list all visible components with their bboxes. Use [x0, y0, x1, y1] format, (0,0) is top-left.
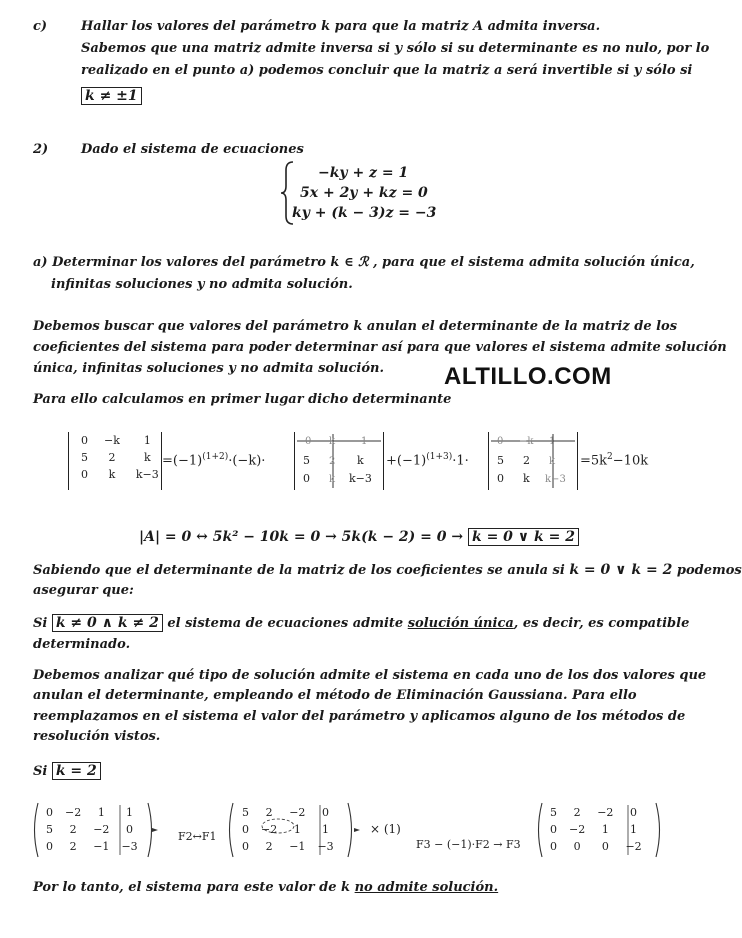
- equation-1: −ky + z = 1: [318, 165, 409, 181]
- matrix-cell: 2: [108, 451, 116, 464]
- matrix-cell: 0: [81, 468, 88, 481]
- para5-line4: resolución vistos.: [33, 729, 161, 744]
- matrix-cell: 5: [81, 451, 88, 464]
- matrix-cell: −2: [569, 823, 586, 836]
- matrix-cell: 2: [69, 840, 77, 853]
- op-row-reduction: F3 − (−1)·F2 → F3: [416, 838, 521, 851]
- matrix-cell: 0: [630, 806, 638, 819]
- matrix-cell: k: [144, 451, 151, 464]
- matrix-cell: 2: [573, 806, 581, 819]
- matrix-cell: 0: [550, 823, 557, 836]
- augmented-matrix-2: [236, 804, 340, 855]
- matrix-cell: k−3: [135, 468, 159, 481]
- para4-line1: Si k ≠ 0 ∧ k ≠ 2 el sistema de ecuaciones admite solución única, es decir, es compatible: [33, 615, 690, 631]
- matrix-cell: −2: [65, 806, 82, 819]
- section-c-line3: realizado en el punto a) podemos concluir que la matriz a será invertible si y sólo si: [81, 63, 693, 78]
- m2-a: 5: [303, 454, 310, 467]
- matrix-cell: 5: [242, 806, 249, 819]
- boxed-k0-or-k2: k = 0 ∨ k = 2: [468, 528, 579, 546]
- matrix-cell: −2: [93, 823, 110, 836]
- section-c-label: c): [33, 19, 48, 34]
- matrix-cell: 0: [322, 806, 330, 819]
- para3-line1: Sabiendo que el determinante de la matriz de los coeficientes se anula si k = 0 ∨ k = 2 podemos: [33, 562, 742, 578]
- equation-2: 5x + 2y + kz = 0: [300, 185, 428, 201]
- op-swap-rows: F2↔F1: [178, 830, 217, 843]
- matrix-cell: 0: [242, 840, 249, 853]
- equation-3: ky + (k − 3)z = −3: [292, 205, 437, 221]
- matrix-cell: 1: [601, 823, 609, 836]
- gauss-elimination-row: [30, 800, 690, 860]
- m3-b: 2: [523, 454, 530, 467]
- matrix-cell: 0: [46, 806, 53, 819]
- para3-line2: asegurar que:: [33, 583, 134, 598]
- term1: $=(-1)^{(1+2)}\cdot(-k)\cdot$: [162, 452, 266, 469]
- augmented-matrix-3: [544, 804, 648, 855]
- matrix-cell: 5: [550, 806, 557, 819]
- matrix-cell: 5: [46, 823, 53, 836]
- para4-line2: determinado.: [33, 637, 131, 652]
- svg-text:1: 1: [549, 436, 556, 447]
- svg-text:k: k: [329, 436, 336, 447]
- para1-line2: coeficientes del sistema para poder determinar así para que valores el sistema admite solución: [33, 340, 727, 355]
- matrix-cell: −1: [93, 840, 110, 853]
- matrix-cell: 2: [265, 806, 273, 819]
- matrix-cell: 0: [81, 434, 88, 447]
- matrix-cell: 2: [265, 840, 273, 853]
- m2-c: 0: [303, 472, 310, 485]
- m3-d: k: [523, 472, 530, 485]
- svg-text:0: 0: [305, 436, 312, 447]
- section-c-title: Hallar los valores del parámetro k para que la matriz A admita inversa.: [81, 19, 601, 34]
- matrix-m2-minor: [294, 432, 384, 490]
- matrix-cell: −2: [261, 823, 278, 836]
- matrix-cell: −3: [121, 840, 138, 853]
- svg-text:2: 2: [329, 456, 336, 467]
- matrix-cell: 0: [46, 840, 53, 853]
- m3-a: 5: [497, 454, 504, 467]
- matrix-cell: −3: [317, 840, 334, 853]
- determinant-equation: |A| = 0 ↔ 5k² − 10k = 0 → 5k(k − 2) = 0 → k = 0 ∨ k = 2: [139, 529, 579, 545]
- matrix-cell: 1: [293, 823, 301, 836]
- para1-line1: Debemos buscar que valores del parámetro k anulan el determinante de la matriz de los: [33, 319, 678, 334]
- boxed-k-ne-0-and-2: k ≠ 0 ∧ k ≠ 2: [52, 614, 163, 632]
- svg-text:1: 1: [361, 436, 368, 447]
- augmented-matrix-1: [40, 804, 144, 855]
- matrix-cell: 0: [126, 823, 134, 836]
- svg-text:k−3: k−3: [545, 474, 566, 485]
- m2-d: k−3: [349, 472, 372, 485]
- matrix-cell: 0: [242, 823, 249, 836]
- matrix-m3-minor: [488, 432, 578, 490]
- matrix-m1: [68, 432, 162, 490]
- part-a-line2: infinitas soluciones y no admita solución.: [51, 277, 353, 292]
- matrix-cell: k: [108, 468, 116, 481]
- section-c-line2: Sabemos que una matriz admite inversa si y sólo si su determinante es no nulo, por lo: [81, 41, 710, 56]
- matrix-cell: 1: [322, 823, 330, 836]
- section-2-label: 2): [33, 142, 49, 157]
- m3-c: 0: [497, 472, 504, 485]
- matrix-cell: −2: [597, 806, 614, 819]
- conclusion: Por lo tanto, el sistema para este valor de k no admite solución.: [33, 880, 499, 895]
- matrix-cell: 2: [69, 823, 77, 836]
- para1-line3: única, infinitas soluciones y no admita solución.: [33, 361, 384, 376]
- row-multiplier: × (1): [370, 822, 401, 836]
- determinant-result: $=5k^2-10k$: [580, 452, 649, 469]
- matrix-cell: −2: [625, 840, 642, 853]
- boxed-k-eq-2: k = 2: [52, 762, 101, 780]
- matrix-cell: 0: [601, 840, 609, 853]
- matrix-cell: 1: [630, 823, 638, 836]
- para5-line3: reemplazamos en el sistema el valor del parámetro y aplicamos alguno de los métodos de: [33, 709, 686, 724]
- m2-b: k: [357, 454, 364, 467]
- svg-text:−k: −k: [519, 436, 534, 447]
- matrix-cell: 1: [126, 806, 134, 819]
- matrix-cell: −1: [289, 840, 306, 853]
- svg-text:k: k: [329, 474, 336, 485]
- matrix-cell: −k: [104, 434, 120, 447]
- matrix-cell: 0: [550, 840, 557, 853]
- svg-text:0: 0: [497, 436, 504, 447]
- matrix-cell: 1: [143, 434, 151, 447]
- term2: $+(-1)^{(1+3)}\cdot 1\cdot$: [386, 452, 469, 469]
- boxed-result-k-ne-pm1: k ≠ ±1: [81, 87, 142, 105]
- matrix-cell: 1: [97, 806, 105, 819]
- part-a-line1: a) Determinar los valores del parámetro k ∈ ℛ , para que el sistema admita solución única,: [33, 255, 695, 270]
- case-k2: Si k = 2: [33, 763, 101, 779]
- para2: Para ello calculamos en primer lugar dicho determinante: [33, 392, 452, 407]
- para5-line1: Debemos analizar qué tipo de solución admite el sistema en cada uno de los dos valores que: [33, 668, 707, 683]
- para5-line2: anulan el determinante, empleando el método de Eliminación Gaussiana. Para ello: [33, 688, 637, 703]
- section-2-title: Dado el sistema de ecuaciones: [81, 142, 304, 157]
- matrix-cell: 0: [573, 840, 581, 853]
- matrix-cell: −2: [289, 806, 306, 819]
- watermark-logo: ALTILLO.COM: [444, 363, 612, 390]
- svg-text:k: k: [549, 456, 556, 467]
